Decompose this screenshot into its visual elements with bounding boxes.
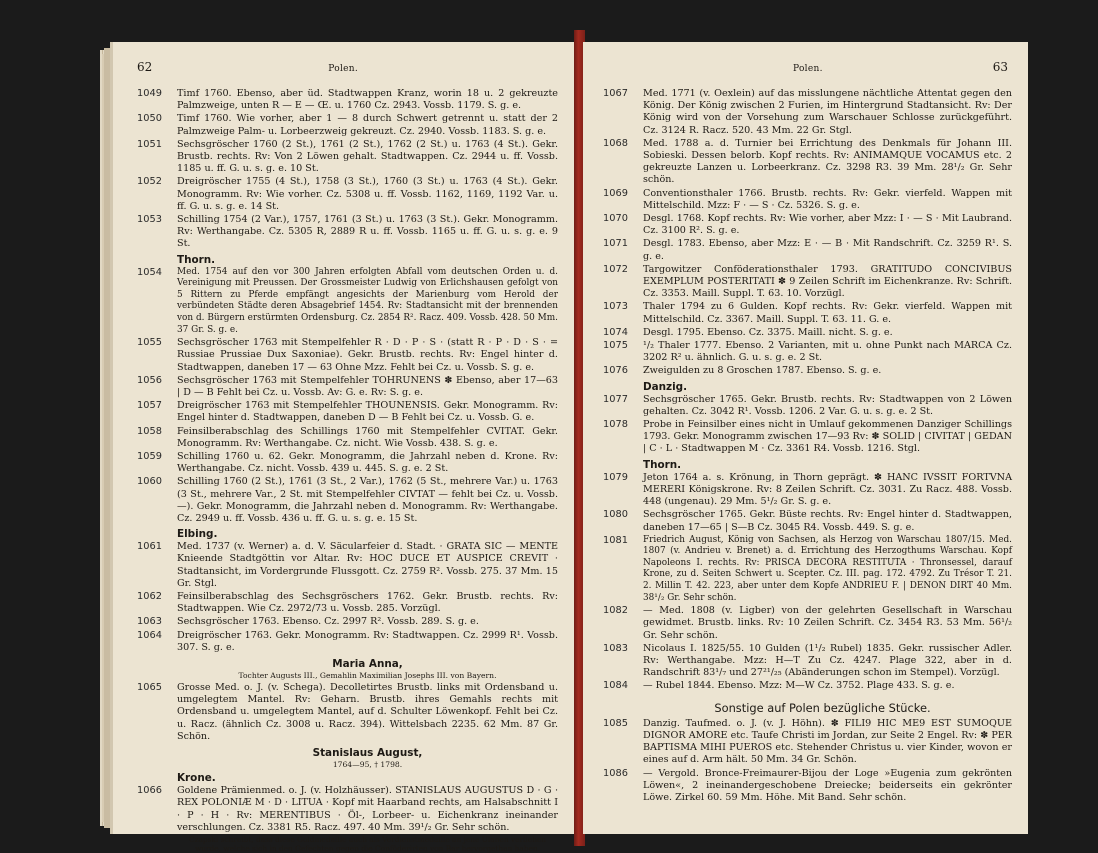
entries-d	[137, 682, 558, 743]
catalog-entry	[137, 591, 558, 615]
catalog-entry	[137, 476, 558, 525]
entry-number: 1057	[137, 400, 162, 412]
entry-number: 1059	[137, 451, 162, 463]
entry-number: 1065	[137, 682, 162, 694]
catalog-entry	[603, 238, 1012, 262]
section-heading: Danzig.	[643, 380, 688, 393]
entry-text: Sechsgröscher 1765. Gekr. Büste rechts. Rv: Engel hinter d. Stadtwappen, daneben 17—65 | S—B Cz. 3045 R4. Vossb. 449. S. g. e.	[643, 509, 1012, 533]
catalog-entry	[137, 375, 558, 399]
entry-number: 1049	[137, 88, 162, 99]
entry-text: — Vergold. Bronce-Freimaurer-Bijou der Loge »Eugenia zum gekrönten Löwen«, 2 ineinandergeschobene Dreiecke; beiderseits ein gekrönter Löwe. Zirkel 60. 59 Mm. Höhe. Mit Band. Sehr schön.	[643, 767, 1012, 803]
section-heading: Thorn.	[643, 458, 682, 471]
page-number: 62	[137, 60, 153, 74]
catalog-entry	[137, 139, 558, 176]
entry-text: Timf 1760. Wie vorher, aber 1 — 8 durch Schwert getrennt u. statt der 2 Palmzweige Palm- u. Lorbeerzweig gekreuzt. Cz. 2940. Vossb. 1183. S. g. e.	[177, 113, 558, 137]
entry-text: Sechsgröscher 1760 (2 St.), 1761 (2 St.), 1762 (2 St.) u. 1763 (4 St.). Gekr. Brustb. rechts. Rv: Von 2 Löwen gehalt. Stadtwappen. Cz. 2944 u. ff. Vossb. 1185 u. ff. G. u. s. g. e. 10 St.	[177, 138, 558, 175]
entry-number: 1054	[137, 266, 162, 278]
entry-text: Danzig. Taufmed. o. J. (v. J. Höhn). ✽ FILI9 HIC ME9 EST SUMOQUE DIGNOR AMORE etc. Taufe Christi im Jordan, zur Seite 2 Engel. Rv: ✽ PER BAPTISMA MIHI PUEROS etc. Stehender Christus u. vier Kinder, wovon er eines auf d. Arm hält. 50 Mm. 34 Gr. Schön.	[643, 717, 1012, 766]
right-page	[583, 42, 1028, 834]
catalog-entry	[603, 394, 1012, 418]
entries-b	[137, 267, 558, 526]
catalog-entry	[603, 340, 1012, 364]
entry-text: Sechsgröscher 1763 mit Stempelfehler R · D · P · S · (statt R · P · D · S · = Russiae Prussiae Dux Saxoniae). Gekr. Brustb. rechts. Rv: Engel hinter d. Stadtwappen, daneben 17 — 63 Ohne Mzz. Fehlt bei Cz. u. Vossb. S. g. e.	[177, 337, 558, 373]
entry-number: 1076	[603, 365, 628, 377]
entry-text: Jeton 1764 a. s. Krönung, in Thorn geprägt. ✽ HANC IVSSIT FORTVNA MERERI Königskrone. Rv: 8 Zeilen Schrift. Cz. 3031. Zu Racz. 488. Vossb. 448 (ungenau). 29 Mm. 5¹/₂ Gr. S. g. e.	[643, 471, 1012, 508]
catalog-entry	[137, 113, 558, 137]
ruler-subheading: 1764—95, † 1798.	[332, 760, 403, 770]
ruler-heading: Maria Anna,	[332, 658, 403, 671]
entry-text: Sechsgröscher 1763. Ebenso. Cz. 2997 R². Vossb. 289. S. g. e.	[177, 616, 479, 628]
entry-number: 1078	[603, 419, 628, 431]
catalog-entry	[137, 400, 558, 424]
entry-number: 1070	[603, 213, 628, 225]
entry-text: Desgl. 1783. Ebenso, aber Mzz: E · — B · Mit Randschrift. Cz. 3259 R¹. S. g. e.	[643, 238, 1012, 262]
entry-text: ¹/₂ Thaler 1777. Ebenso. 2 Varianten, mit u. ohne Punkt nach MARCA Cz. 3202 R² u. ähnlich. G. u. s. g. e. 2 St.	[643, 340, 1012, 364]
footnote: Czapski schreibt, dass diese Goldmedaille auch als Verdienstmedaille an jene Ulanen verliehen wurde, welche sich in den Gefechten gegen die Conföderirten von Bar hervorgethan haben.	[188, 834, 547, 853]
left-page	[110, 42, 576, 853]
catalog-entry	[137, 426, 558, 450]
entry-number: 1069	[603, 187, 628, 199]
entry-text: Targowitzer Conföderationsthaler 1793. GRATITUDO CONCIVIBUS EXEMPLUM POSTERITATI ✽ 9 Zeilen Schrift im Eichenkranze. Rv: Schrift. Cz. 3353. Maill. Suppl. T. 63. 10. Vorzügl.	[643, 263, 1012, 300]
catalog-entry	[603, 472, 1012, 509]
entry-text: — Rubel 1844. Ebenso. Mzz: M—W Cz. 3752. Plage 433. S. g. e.	[643, 680, 955, 692]
catalog-entry	[137, 88, 558, 112]
catalog-entry	[603, 88, 1012, 137]
catalog-entry	[137, 214, 558, 251]
entry-number: 1085	[603, 717, 628, 729]
catalog-entry	[603, 213, 1012, 237]
entry-number: 1073	[603, 301, 628, 313]
catalog-entry	[137, 785, 558, 834]
entry-text: Schilling 1754 (2 Var.), 1757, 1761 (3 St.) u. 1763 (3 St.). Gekr. Monogramm. Rv: Werthangabe. Cz. 5305 R, 2889 R u. ff. Vossb. 1165 u. ff. G. u. s. g. e. 9 St.	[177, 214, 558, 250]
entries-e	[603, 718, 1012, 804]
entry-number: 1064	[137, 629, 162, 641]
entry-text: Conventionsthaler 1766. Brustb. rechts. Rv: Gekr. vierfeld. Wappen mit Mittelschild. Mzz: F · — S · Cz. 5326. S. g. e.	[643, 187, 1012, 211]
entry-text: Med. 1737 (v. Werner) a. d. V. Säcularfeier d. Stadt. · GRATA SIC — MENTE Knieende Stadtgöttin vor Altar. Rv: HOC DUCE ET AUSPICE CREVIT · Stadtansicht, im Vordergrunde Flussgott. Cz. 2759 R². Vossb. 275. 37 Mm. 15 Gr. Stgl.	[177, 541, 558, 589]
entry-number: 1086	[603, 767, 628, 779]
right-page-header	[603, 60, 1012, 74]
entry-number: 1082	[603, 605, 628, 617]
entry-text: Thaler 1794 zu 6 Gulden. Kopf rechts. Rv: Gekr. vierfeld. Wappen mit Mittelschild. Cz. 3367. Maill. Suppl. T. 63. 11. G. e.	[643, 301, 1012, 325]
entry-text: Friedrich August, König von Sachsen, als Herzog von Warschau 1807/15. Med. 1807 (v. Andrieu v. Brenet) a. d. Errichtung des Herzogthums Warschau. Kopf Napoleons I. rechts. Rv: PRISCA DECORA RESTITUTA · Thronsessel, darauf Krone, zu d. Seiten Schwert u. Scepter. Cz. III. pag. 172. 4792. Zu Trésor T. 21. 2. Millin T. 42. 223, aber unter dem Kopfe ANDRIEU F. | DENON DIRT 40 Mm. 38¹/₂ Gr. Sehr schön.	[643, 534, 1012, 603]
entry-number: 1083	[603, 642, 628, 654]
entry-text: Sechsgröscher 1763 mit Stempelfehler TOHRUNENS ✽ Ebenso, aber 17—63 | D — B Fehlt bei Cz. u. Vossb. Av: G. e. Rv: S. g. e.	[177, 374, 558, 399]
entry-number: 1075	[603, 340, 628, 352]
running-title: Polen.	[328, 64, 359, 74]
running-title: Polen.	[792, 64, 823, 74]
entry-number: 1053	[137, 214, 162, 226]
entry-number: 1050	[137, 113, 162, 125]
catalog-entry	[603, 301, 1012, 325]
catalog-entry	[137, 630, 558, 654]
entry-number: 1060	[137, 476, 162, 488]
entries-b	[603, 394, 1012, 456]
entry-text: Zweigulden zu 8 Groschen 1787. Ebenso. S. g. e.	[643, 365, 882, 377]
entry-text: Schilling 1760 (2 St.), 1761 (3 St., 2 Var.), 1762 (5 St., mehrere Var.) u. 1763 (3 St., mehrere Var., 2 St. mit Stempelfehler CIVTAT — fehlt bei Cz. u. Vossb. —). Gekr. Monogramm, die Jahrzahl neben d. Monogramm. Rv: Werthangabe. Cz. 2949 u. ff. Vossb. 436 u. ff. G. u. s. g. e. 15 St.	[177, 476, 558, 525]
catalog-entry	[603, 188, 1012, 212]
catalog-entry	[603, 643, 1012, 680]
entry-number: 1079	[603, 471, 628, 483]
entries-a	[603, 88, 1012, 378]
entry-text: Feinsilberabschlag des Sechsgröschers 1762. Gekr. Brustb. rechts. Rv: Stadtwappen. Wie Cz. 2972/73 u. Vossb. 285. Vorzügl.	[177, 591, 558, 615]
left-page-header	[137, 60, 558, 74]
catalog-entry	[603, 365, 1012, 377]
entry-number: 1084	[603, 680, 628, 692]
entry-number: 1062	[137, 591, 162, 603]
catalog-entry	[603, 768, 1012, 805]
entry-number: 1052	[137, 176, 162, 188]
catalog-entry	[603, 264, 1012, 301]
catalog-entry	[603, 605, 1012, 642]
entry-number: 1051	[137, 138, 162, 150]
entries-d	[603, 535, 1012, 693]
entry-text: Sechsgröscher 1765. Gekr. Brustb. rechts. Rv: Stadtwappen von 2 Löwen gehalten. Cz. 3042 R¹. Vossb. 1206. 2 Var. G. u. s. g. e. 2 St.	[643, 393, 1012, 417]
catalog-entry	[603, 327, 1012, 339]
entry-text: — Med. 1808 (v. Ligber) von der gelehrten Gesellschaft in Warschau gewidmet. Brustb. links. Rv: 10 Zeilen Schrift. Cz. 3454 R3. 53 Mm. 56¹/₂ Gr. Sehr schön.	[643, 605, 1012, 641]
entry-number: 1067	[603, 88, 628, 99]
entry-text: Grosse Med. o. J. (v. Schega). Decolletirtes Brustb. links mit Ordensband u. umgelegtem Mantel. Rv: Geharn. Brustb. ihres Gemahls rechts mit Ordensband u. umgelegtem Mantel, auf d. Schulter Löwenkopf. Fehlt bei Cz. u. Racz. (ähnlich Cz. 3008 u. Racz. 394). Wittelsbach 2235. 62 Mm. 87 Gr. Schön.	[177, 682, 558, 742]
entry-text: Dreigröscher 1763 mit Stempelfehler THOUNENSIS. Gekr. Monogramm. Rv: Engel hinter d. Stadtwappen, daneben D — B Fehlt bei Cz. u. Vossb. G. e.	[177, 400, 558, 424]
entry-text: Med. 1754 auf den vor 300 Jahren erfolgten Abfall vom deutschen Orden u. d. Vereinigung mit Preussen. Der Grossmeister Ludwig von Erlichshausen gefolgt von 5 Rittern zu Pferde empfängt angesichts der Marienburg vom Herold der verbündeten Städte deren Absagebrief 1454. Rv: Stadtansicht mit der brennenden von d. Bürgern erstürmten Ordensburg. Cz. 2854 R². Racz. 409. Vossb. 428. 50 Mm. 37 Gr. S. g. e.	[177, 266, 558, 335]
entries-c	[137, 541, 558, 654]
catalog-entry	[137, 337, 558, 374]
catalog-entry	[137, 176, 558, 213]
entry-number: 1071	[603, 238, 628, 250]
entry-text: Med. 1788 a. d. Turnier bei Errichtung des Denkmals für Johann III. Sobieski. Dessen belorb. Kopf rechts. Rv: ANIMAMQUE VOCAMUS etc. 2 gekreuzte Lanzen u. Lorbeerkranz. Cz. 3298 R3. 39 Mm. 28¹/₂ Gr. Sehr schön.	[643, 137, 1012, 186]
page-number: 63	[992, 60, 1008, 74]
entry-number: 1055	[137, 337, 162, 349]
entry-text: Dreigröscher 1755 (4 St.), 1758 (3 St.), 1760 (3 St.) u. 1763 (4 St.). Gekr. Monogramm. Rv: Wie vorher. Cz. 5308 u. ff. Vossb. 1162, 1169, 1192 Var. u. ff. G. u. s. g. e. 14 St.	[177, 176, 558, 212]
catalog-entry	[603, 419, 1012, 456]
entry-number: 1063	[137, 616, 162, 628]
entry-number: 1072	[603, 263, 628, 275]
catalog-entry	[603, 718, 1012, 767]
catalog-entry	[137, 682, 558, 743]
entry-text: Schilling 1760 u. 62. Gekr. Monogramm, die Jahrzahl neben d. Krone. Rv: Werthangabe. Cz. nicht. Vossb. 439 u. 445. S. g. e. 2 St.	[177, 451, 558, 475]
catalog-entry	[603, 509, 1012, 533]
entry-number: 1074	[603, 326, 628, 338]
entry-number: 1081	[603, 534, 628, 546]
entry-text: Desgl. 1768. Kopf rechts. Rv: Wie vorher, aber Mzz: I · — S · Mit Laubrand. Cz. 3100 R². S. g. e.	[643, 213, 1012, 237]
catalog-entry	[137, 267, 558, 337]
entry-number: 1080	[603, 509, 628, 521]
section-heading: Krone.	[177, 772, 216, 785]
catalog-entry	[603, 680, 1012, 692]
entry-text: Feinsilberabschlag des Schillings 1760 mit Stempelfehler CVITAT. Gekr. Monogramm. Rv: Werthangabe. Cz. nicht. Wie Vossb. 438. S. g. e.	[177, 425, 558, 449]
entry-number: 1068	[603, 137, 628, 149]
ruler-heading: Stanislaus August,	[312, 747, 423, 760]
entries-e	[137, 785, 558, 834]
entry-text: Goldene Prämienmed. o. J. (v. Holzhäusser). STANISLAUS AUGUSTUS D · G · REX POLONIÆ M · D · LITUA · Kopf mit Haarband rechts, am Halsabschnitt I · P · H · Rv: MERENTIBUS · Öl-, Lorbeer- u. Eichenkranz ineinander verschlungen. Cz. 3381 R5. Racz. 497. 40 Mm. 39¹/₂ Gr. Sehr schön.	[177, 785, 558, 833]
entry-number: 1077	[603, 393, 628, 405]
entries-a	[137, 88, 558, 251]
catalog-entry	[603, 138, 1012, 187]
entry-text: Timf 1760. Ebenso, aber üd. Stadtwappen Kranz, worin 18 u. 2 gekreuzte Palmzweige, unten R — E — Œ. u. 1760 Cz. 2943. Vossb. 1179. S. g. e.	[177, 88, 558, 112]
catalog-entry	[603, 535, 1012, 605]
entry-number: 1058	[137, 425, 162, 437]
entry-text: Dreigröscher 1763. Gekr. Monogramm. Rv: Stadtwappen. Cz. 2999 R¹. Vossb. 307. S. g. e.	[177, 629, 558, 653]
section-big-heading: Sonstige auf Polen bezügliche Stücke.	[714, 700, 931, 715]
section-heading: Thorn.	[177, 253, 216, 266]
section-heading: Elbing.	[177, 528, 218, 541]
entries-c	[603, 472, 1012, 534]
catalog-entry	[137, 616, 558, 628]
entry-number: 1061	[137, 541, 162, 553]
catalog-entry	[137, 451, 558, 475]
entry-text: Probe in Feinsilber eines nicht in Umlauf gekommenen Danziger Schillings 1793. Gekr. Monogramm zwischen 17—93 Rv: ✽ SOLID | CIVITAT | GEDAN | C · L · Stadtwappen M · Cz. 3361 R4. Vossb. 1216. Stgl.	[643, 419, 1012, 455]
entry-text: Desgl. 1795. Ebenso. Cz. 3375. Maill. nicht. S. g. e.	[643, 326, 893, 338]
entry-text: Nicolaus I. 1825/55. 10 Gulden (1¹/₂ Rubel) 1835. Gekr. russischer Adler. Rv: Werthangabe. Mzz: H—T Zu Cz. 4247. Plage 322, aber in d. Randschrift 83¹/₇ und 27²¹/₂₅ (Abänderungen schon im Stempel). Vorzügl.	[643, 642, 1012, 679]
ruler-subheading: Tochter Augusts III., Gemahlin Maximilian Josephs III. von Bayern.	[238, 671, 497, 681]
entry-number: 1066	[137, 785, 162, 797]
entry-number: 1056	[137, 374, 162, 386]
catalog-entry	[137, 541, 558, 590]
entry-text: Med. 1771 (v. Oexlein) auf das misslungene nächtliche Attentat gegen den König. Der König zwischen 2 Furien, im Hintergrund Stadtansicht. Rv: Der König wird von der Vorsehung zum Warschauer Schlosse zurückgeführt. Cz. 3124 R. Racz. 520. 43 Mm. 22 Gr. Stgl.	[643, 88, 1012, 136]
